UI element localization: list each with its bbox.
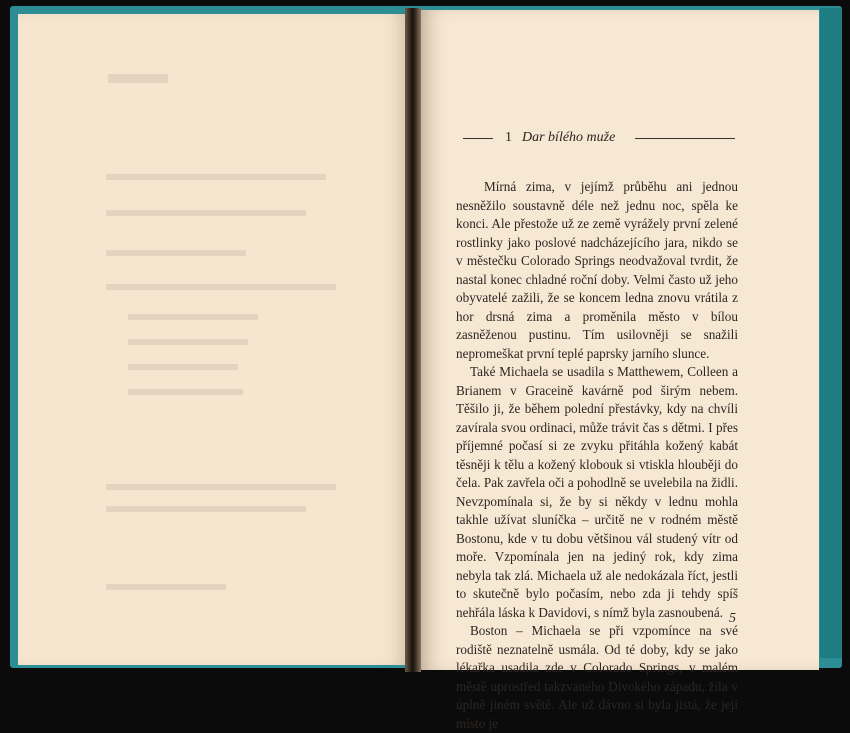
- book-gutter: [405, 8, 421, 672]
- header-rule-right: [635, 138, 735, 139]
- bleed-through: [108, 74, 168, 83]
- cover-edge: [820, 8, 842, 658]
- bleed-through: [106, 584, 226, 590]
- chapter-number: 1: [505, 130, 512, 145]
- bleed-through: [106, 284, 336, 290]
- paragraph: Mírná zima, v jejímž průběhu ani jednou nesněžilo soustavně déle než jednu noc, spěla ke konci. Ale přestože už ze země vyrážely první zelené rostlinky jako poslové nadcházejícího jara, nikdo se v městečku Colorado Springs neodvažoval tvrdit, že nastal konec chladné roční doby. Velmi často už jeho obyvatelé zažili, že se koncem ledna znovu vrátila z hor drsná zima a proměnila město v bílou zasněženou pustinu. Tím usilovněji se snažili nepromeškat první teplé paprsky jarního slunce.: [456, 179, 738, 361]
- bleed-through: [106, 250, 246, 256]
- left-page: [18, 14, 409, 665]
- bleed-through: [128, 314, 258, 320]
- paragraph: Také Michaela se usadila s Matthewem, Colleen a Brianem v Graceině kavárně pod širým nebem. Těšilo ji, že během polední přestávky, kdy na chvíli zavírala svou ordinaci, může trávit čas s dětmi. I přes příjemné počasí si ze zvyku přitáhla kožený kabát těsněji k tělu a kožený klobouk si vtiskla hlouběji do čela. Pak zavřela oči a pohodlně se uvelebila na židli. Nevzpomínala si, že by si někdy v lednu mohla takhle užívat sluníčka – určitě ne v rodném městě Bostonu, kde v tu dobu většinou vál studený vítr od moře. Vzpomínala jen na jediný rok, kdy zima nebyla tak zlá. Michaela už ale nedokázala říct, jestli to skutečně bylo počasím, nebo zda ji tehdy spíš nehřála láska k Davidovi, s nímž byla zasnoubená.: [456, 364, 738, 620]
- chapter-title: Dar bílého muže: [522, 130, 616, 145]
- bleed-through: [106, 210, 306, 216]
- paragraph: Boston – Michaela se při vzpomínce na své rodiště neznatelně usmála. Od té doby, kdy se jako lékařka usadila zde v Colorado Springs, v malém městě uprostřed takzvaného Divokého západu, žila v úplně jiném světě. Ale už dávno si byla jistá, že její místo je: [456, 623, 738, 731]
- body-text: [456, 178, 738, 733]
- page-number: 5: [729, 611, 736, 626]
- bleed-through: [106, 484, 336, 490]
- chapter-header: [463, 128, 735, 148]
- bleed-through: [128, 364, 238, 370]
- bleed-through: [128, 389, 243, 395]
- header-rule-left: [463, 138, 493, 139]
- bleed-through: [128, 339, 248, 345]
- bleed-through: [106, 174, 326, 180]
- bleed-through: [106, 506, 306, 512]
